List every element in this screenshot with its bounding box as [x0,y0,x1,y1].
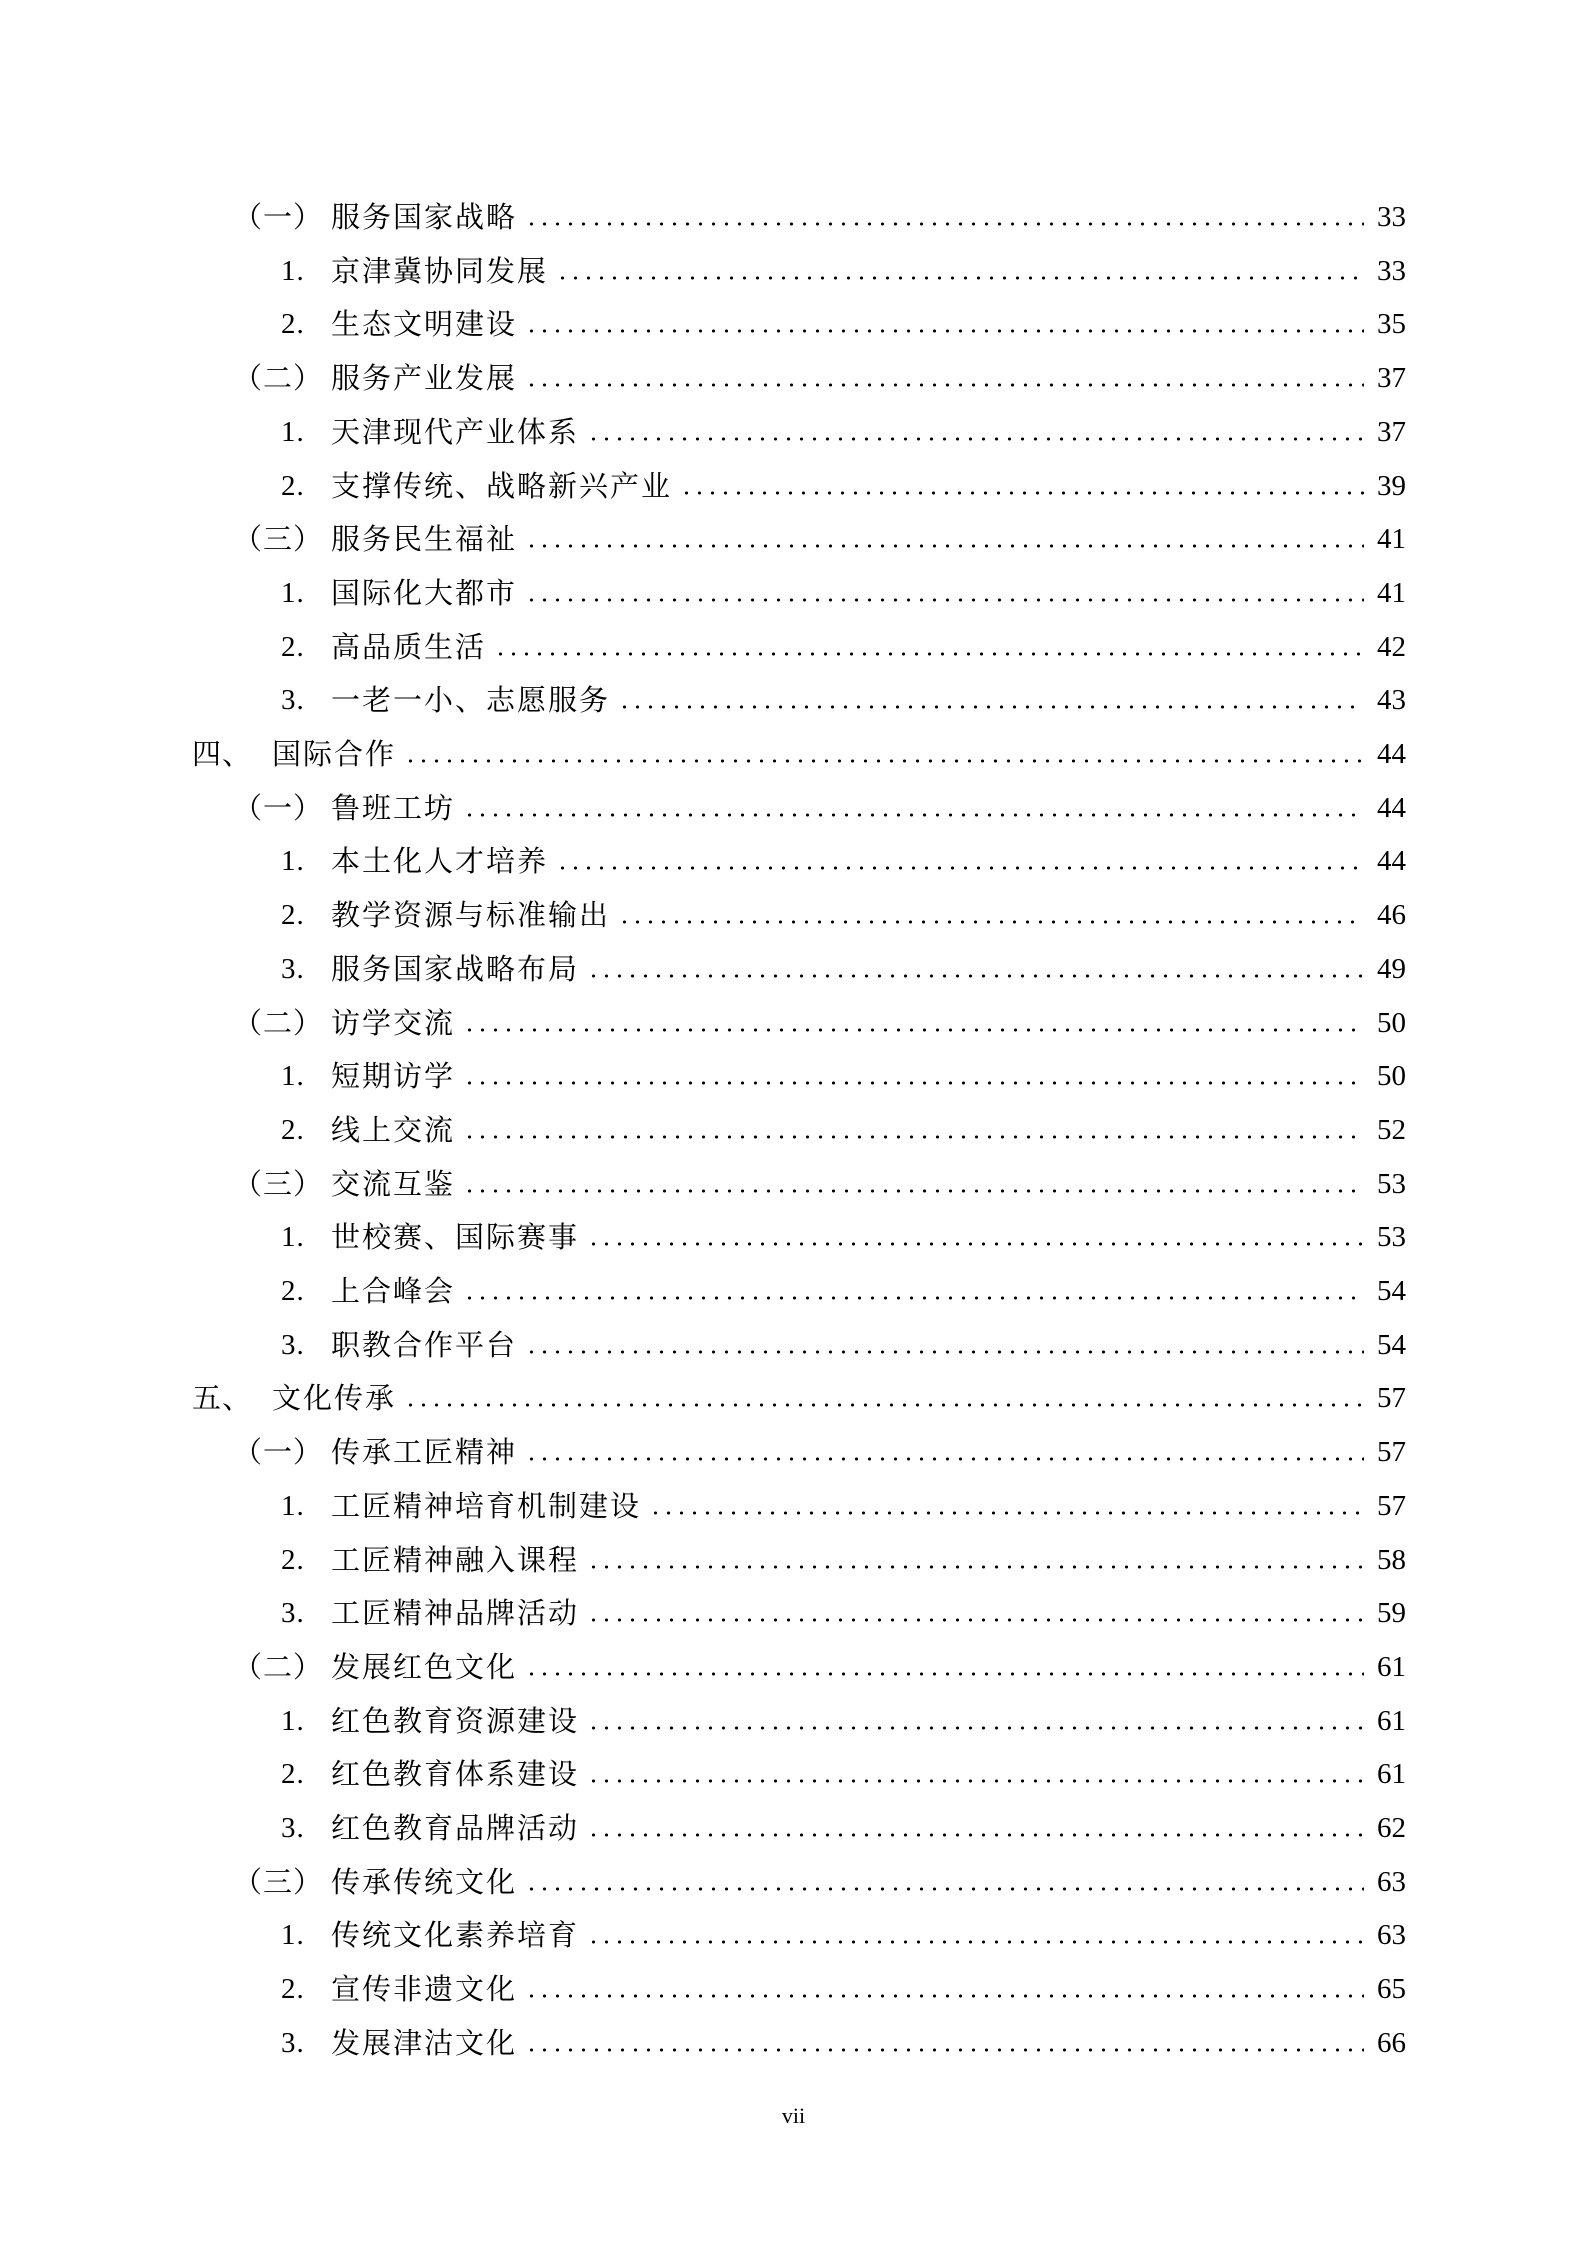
toc-dot-leader [463,1135,1364,1139]
toc-dot-leader [618,920,1364,924]
toc-entry-number: 2. [281,1113,305,1146]
toc-dot-leader [587,1242,1364,1246]
toc-entry-number: 1. [281,1060,305,1093]
toc-entry[interactable] [233,996,1406,1050]
toc-entry-number: 四、 [192,737,253,771]
toc-entry[interactable] [281,1103,1406,1157]
toc-entry-title: 交流互鉴 [331,1166,456,1201]
toc-entry-page: 37 [1377,415,1406,448]
toc-entry-number: （二） [233,361,324,396]
toc-entry[interactable] [281,405,1406,459]
toc-entry-page: 42 [1377,630,1406,663]
toc-entry-title: 服务产业发展 [331,361,518,396]
toc-entry-number: 3. [281,1812,305,1844]
toc-entry[interactable] [281,1747,1406,1801]
toc-entry-page: 43 [1377,684,1406,717]
toc-entry-page: 44 [1377,791,1406,824]
toc-entry-title: 服务民生福祉 [331,522,518,557]
toc-dot-leader [494,652,1364,656]
toc-entry-title: 支撑传统、战略新兴产业 [331,468,673,503]
toc-entry-title: 天津现代产业体系 [331,414,580,449]
toc-entry-page: 57 [1377,1436,1406,1469]
toc-dot-leader [525,2048,1364,2052]
toc-entry-page: 54 [1377,1328,1406,1361]
toc-entry-page: 33 [1377,201,1406,233]
toc-entry-number: （二） [233,1005,324,1040]
toc-entry-number: 3. [281,684,305,717]
toc-entry[interactable] [281,1479,1406,1533]
toc-entry-title: 服务国家战略 [331,200,518,234]
toc-entry-title: 红色教育体系建设 [331,1757,580,1792]
toc-entry-number: （三） [233,1166,324,1201]
toc-entry-page: 50 [1377,1060,1406,1093]
toc-entry-number: 1. [281,1221,305,1254]
toc-dot-leader [525,383,1364,387]
toc-dot-leader [587,437,1364,441]
toc-entry[interactable] [281,1908,1406,1962]
toc-entry[interactable] [281,620,1406,674]
toc-entry-number: （二） [233,1649,324,1684]
toc-entry[interactable] [233,1855,1406,1909]
toc-dot-leader [525,1887,1364,1891]
toc-entry-page: 33 [1377,254,1406,287]
toc-entry-title: 京津冀协同发展 [331,253,549,288]
toc-entry[interactable] [281,244,1406,298]
toc-entry-number: （一） [233,200,324,234]
toc-entry-page: 66 [1377,2026,1406,2059]
toc-entry-number: 2. [281,1758,305,1791]
toc-entry-number: 1. [281,845,305,878]
toc-entry-title: 服务国家战略布局 [331,951,580,986]
toc-entry-title: 红色教育品牌活动 [331,1811,580,1845]
toc-entry-title: 红色教育资源建设 [331,1703,580,1738]
toc-entry-page: 37 [1377,362,1406,395]
toc-dot-leader [618,705,1364,709]
toc-entry-number: 2. [281,308,305,341]
toc-entry[interactable] [281,888,1406,942]
toc-entry-number: 3. [281,1597,305,1630]
toc-entry-number: （一） [233,790,324,825]
toc-entry-number: 3. [281,952,305,985]
toc-entry[interactable] [233,1157,1406,1211]
toc-entry-page: 53 [1377,1167,1406,1200]
toc-dot-leader [556,866,1364,870]
toc-entry-page: 41 [1377,576,1406,609]
toc-entry-title: 发展津沽文化 [331,2025,518,2060]
toc-entry[interactable] [233,1640,1406,1694]
toc-entry-title: 文化传承 [272,1381,397,1416]
toc-entry[interactable] [281,1586,1406,1640]
toc-entry-number: （一） [233,1435,324,1470]
toc-entry-title: 宣传非遗文化 [331,1972,518,2007]
toc-entry-page: 54 [1377,1275,1406,1307]
toc-entry-page: 46 [1377,899,1406,932]
toc-entry[interactable] [281,1264,1406,1318]
toc-entry-title: 传统文化素养培育 [331,1918,580,1953]
toc-entry[interactable] [281,1962,1406,2016]
toc-entry[interactable] [281,1049,1406,1103]
toc-entry-page: 35 [1377,308,1406,341]
toc-entry-page: 49 [1377,952,1406,985]
toc-entry-title: 世校赛、国际赛事 [331,1220,580,1255]
toc-entry-number: 1. [281,254,305,287]
toc-dot-leader [525,1672,1364,1676]
toc-entry-page: 44 [1377,845,1406,878]
toc-entry-number: 1. [281,1489,305,1522]
toc-dot-leader [404,1403,1364,1407]
toc-entry-title: 传承传统文化 [331,1864,518,1899]
toc-entry[interactable] [281,297,1406,351]
toc-entry-title: 本土化人才培养 [331,844,549,879]
toc-entry-number: 2. [281,630,305,663]
toc-entry[interactable] [281,673,1406,727]
toc-entry[interactable] [281,1318,1406,1372]
toc-entry[interactable] [281,566,1406,620]
toc-entry[interactable] [233,190,1406,244]
toc-entry-number: 五、 [192,1381,253,1416]
toc-dot-leader [525,1457,1364,1461]
toc-entry[interactable] [233,1425,1406,1479]
toc-entry[interactable] [281,942,1406,996]
toc-dot-leader [587,1833,1364,1837]
toc-entry-number: 3. [281,1328,305,1361]
toc-dot-leader [463,1028,1364,1032]
toc-entry-number: 1. [281,415,305,448]
toc-dot-leader [525,329,1364,333]
toc-entry-page: 61 [1377,1704,1406,1737]
toc-entry[interactable] [233,512,1406,566]
toc-dot-leader [525,222,1364,226]
toc-dot-leader [525,1994,1364,1998]
toc-entry-title: 传承工匠精神 [331,1435,518,1470]
toc-entry-page: 63 [1377,1919,1406,1952]
toc-entry[interactable] [281,1210,1406,1264]
toc-dot-leader [587,1618,1364,1622]
toc-dot-leader [680,491,1364,495]
toc-entry-title: 短期访学 [331,1059,456,1094]
toc-entry-page: 61 [1377,1758,1406,1791]
toc-entry-title: 国际合作 [272,737,397,771]
toc-entry-page: 58 [1377,1543,1406,1576]
toc-entry-page: 61 [1377,1650,1406,1683]
toc-entry-title: 生态文明建设 [331,307,518,342]
toc-entry[interactable] [281,1533,1406,1587]
toc-entry-number: 2. [281,899,305,932]
toc-entry-title: 工匠精神培育机制建设 [331,1488,642,1523]
toc-dot-leader [463,1081,1364,1085]
toc-dot-leader [463,1296,1364,1300]
toc-dot-leader [525,544,1364,548]
toc-entry-page: 50 [1377,1006,1406,1039]
toc-entry-page: 57 [1377,1489,1406,1522]
toc-entry[interactable] [281,1801,1406,1855]
toc-dot-leader [587,1565,1364,1569]
toc-entry-page: 62 [1377,1812,1406,1844]
toc-entry-title: 教学资源与标准输出 [331,898,611,933]
toc-entry-number: 1. [281,1704,305,1737]
toc-entry-title: 线上交流 [331,1112,456,1147]
toc-entry-number: 2. [281,469,305,502]
toc-entry[interactable] [233,351,1406,405]
toc-entry-title: 工匠精神品牌活动 [331,1596,580,1631]
footer-page-number: vii [781,2103,806,2128]
toc-entry[interactable] [281,834,1406,888]
toc-entry-number: （三） [233,522,324,557]
toc-entry-title: 鲁班工坊 [331,790,456,825]
toc-entry[interactable] [281,2016,1406,2070]
toc-entry-title: 高品质生活 [331,629,487,664]
toc-entry-page: 57 [1377,1382,1406,1415]
toc-dot-leader [587,1940,1364,1944]
toc-dot-leader [587,1726,1364,1730]
toc-entry-title: 职教合作平台 [331,1327,518,1362]
toc-entry-number: 2. [281,1973,305,2006]
toc-entry-page: 53 [1377,1221,1406,1254]
toc-entry-number: 1. [281,576,305,609]
toc-entry-number: 3. [281,2026,305,2059]
toc-entry-page: 39 [1377,469,1406,502]
toc-entry-number: （三） [233,1864,324,1899]
toc-entry-page: 63 [1377,1865,1406,1898]
toc-entry-title: 一老一小、志愿服务 [331,683,611,718]
toc-entry[interactable] [192,1371,1406,1425]
toc-entry-title: 国际化大都市 [331,575,518,610]
toc-dot-leader [525,598,1364,602]
toc-entry-number: 1. [281,1919,305,1952]
toc-dot-leader [463,1189,1364,1193]
toc-entry[interactable] [192,727,1406,781]
toc-dot-leader [525,1350,1364,1354]
toc-dot-leader [587,1779,1364,1783]
toc-entry-page: 52 [1377,1113,1406,1146]
toc-entry[interactable] [281,1694,1406,1748]
toc-entry[interactable] [233,781,1406,835]
toc-entry-page: 65 [1377,1973,1406,2006]
toc-entry-number: 2. [281,1275,305,1307]
toc-entry-title: 发展红色文化 [331,1649,518,1684]
toc-entry-page: 59 [1377,1597,1406,1630]
toc-entry-number: 2. [281,1543,305,1576]
toc-dot-leader [463,813,1364,817]
toc-entry-title: 访学交流 [331,1005,456,1040]
toc-dot-leader [649,1511,1364,1515]
toc-dot-leader [556,276,1364,280]
toc-entry-title: 工匠精神融入课程 [331,1542,580,1577]
toc-dot-leader [404,759,1364,763]
toc-dot-leader [587,974,1364,978]
toc-entry-title: 上合峰会 [331,1274,456,1308]
toc-entry-page: 41 [1377,523,1406,556]
toc-entry[interactable] [281,459,1406,513]
toc-entry-page: 44 [1377,738,1406,770]
